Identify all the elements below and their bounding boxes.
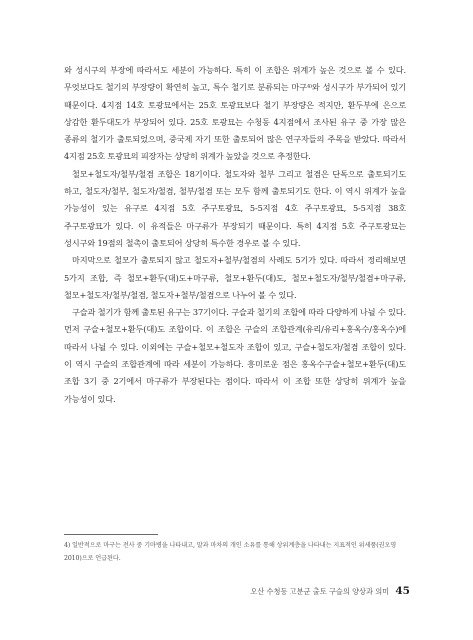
paragraph-4: 구슬과 철기가 함께 출토된 유구는 37기이다. 구슬과 철기의 조합에 따라 다양하게 나뉠 수 있다. 먼저 구슬+철모+환두(대)도 조합이다. 이 조합은 구슬의 조합관계(유리/유리+홍옥수/홍옥수)에 따라서 나뉠 수 있다. 이외에는 구슬+철모+철도자 조합이 있고, 구슬+철도자/철겸 조합이 있다. 이 역시 구슬의 조합관계에 따라 세분이 가능하다. 흥미로운 점은 홍옥수구슬+철모+환두(대)도 조합 3기 중 2기에서 마구류가 부장된다는 점이다. 따라서 이 조합 또한 상당히 위계가 높을 가능성이 있다. <box>64 307 406 404</box>
footnote-divider <box>64 534 158 535</box>
footnote: 4) 일반적으로 마구는 전사 중 기마병을 나타내고, 말과 마차의 개인 소유를 통해 상위계층을 나타내는 지표적인 위세품(권오영 2010)으로 언급된다. <box>64 542 397 562</box>
paragraph-3: 마지막으로 철모가 출토되지 않고 철도자+철부/철겸의 사례도 5기가 있다. 따라서 정리해보면 5가지 조합, 즉 철모+환두(대)도+마구류, 철모+환두(대)도, 철모+철도자/철부/철겸+마구류, 철모+철도자/철부/철겸, 철도자+철부/철겸으로 나누어 볼 수 있다. <box>64 255 406 300</box>
page-number: 45 <box>395 585 410 597</box>
page-footer <box>230 585 410 597</box>
running-title: 오산 수청동 고분군 출토 구슬의 양상과 의미 <box>250 587 390 596</box>
body-text <box>64 62 406 408</box>
paragraph-2: 철모+철도자/철부/철겸 조합은 18기이다. 철도자와 철부 그리고 철겸은 단독으로 출토되기도 하고, 철도자/철부, 철도자/철겸, 철부/철겸 또는 모두 함께 출토되기도 한다. 이 역시 위계가 높을 가능성이 있는 유구로 4지점 5호 주구토광묘, 5-5지점 4호 주구토광묘, 5-5지점 38호 주구토광묘가 있다. 이 유적들은 마구류가 부장되기 때문이다. 특히 4지점 5호 주구토광묘는 성시구와 19점의 철촉이 출토되어 상당히 특수한 경우로 볼 수 있다. <box>64 168 406 248</box>
paragraph-1: 와 성시구의 부장에 따라서도 세분이 가능하다. 특히 이 조합은 위계가 높은 것으로 볼 수 있다. 무엇보다도 철기의 부장량이 확연히 높고, 특수 철기로 분류되는 마구⁴⁾와 성시구가 부가되어 있기 때문이다. 4지점 14호 토광묘에서는 25호 토광묘보다 철기 부장량은 적지만, 환두부에 은으로 상감한 환두대도가 부장되어 있다. 25호 토광묘는 수청동 4지점에서 조사된 유구 중 가장 많은 종류의 철기가 출토되었으며, 중국제 자기 또한 출토되어 많은 연구자들의 주목을 받았다. 따라서 4지점 25호 토광묘의 피장자는 상당히 위계가 높았을 것으로 추정한다. <box>64 65 406 162</box>
